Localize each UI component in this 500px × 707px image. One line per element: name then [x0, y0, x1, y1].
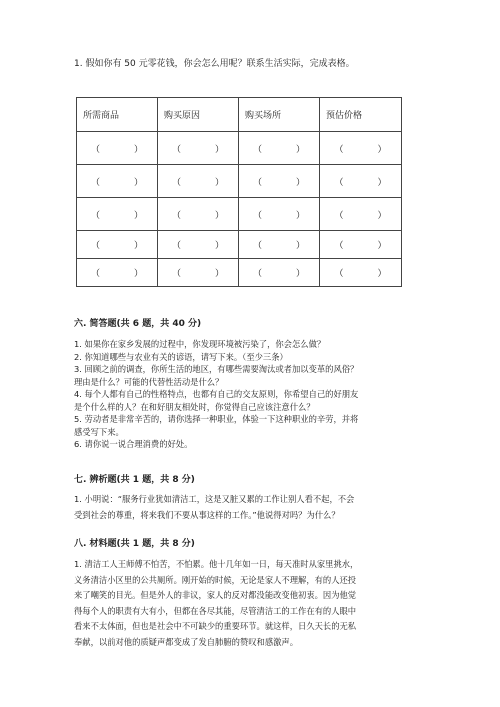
- section-7-question: [74, 492, 424, 523]
- bracket-open: （: [334, 144, 344, 155]
- answer-cell[interactable]: [158, 198, 239, 231]
- answer-cell[interactable]: [158, 132, 239, 165]
- section-8-material: [74, 557, 424, 650]
- bracket-open: （: [91, 144, 101, 155]
- answer-cell[interactable]: [77, 132, 158, 165]
- answer-bracket: [253, 175, 305, 188]
- answer-bracket: [172, 142, 224, 155]
- question-line: 5. 劳动者是非常辛苦的，请你选择一种职业，体验一下这种职业的辛劳，并将: [74, 414, 359, 424]
- answer-cell[interactable]: [239, 231, 320, 259]
- answer-cell[interactable]: [239, 259, 320, 287]
- answer-bracket: [335, 208, 387, 221]
- answer-cell[interactable]: [320, 259, 402, 287]
- bracket-open: （: [172, 269, 182, 279]
- answer-cell[interactable]: [158, 231, 239, 259]
- bracket-open: （: [334, 177, 344, 188]
- header-price: 预估价格: [320, 98, 402, 132]
- answer-bracket: [91, 266, 143, 279]
- material-line: 奉献，以前对他的质疑声都变成了发自肺腑的赞叹和感激声。: [74, 636, 299, 647]
- bracket-close: ）: [377, 177, 387, 188]
- bracket-open: （: [91, 177, 101, 188]
- bracket-close: ）: [295, 144, 305, 155]
- bracket-open: （: [91, 241, 101, 251]
- bracket-open: （: [334, 241, 344, 251]
- answer-cell[interactable]: [239, 198, 320, 231]
- bracket-close: ）: [133, 144, 143, 155]
- question-1-text: 1. 假如你有 50 元零花钱，你会怎么用呢？联系生活实际，完成表格。: [74, 59, 355, 69]
- bracket-open: （: [253, 210, 263, 221]
- header-place: 购买场所: [239, 98, 320, 132]
- answer-cell[interactable]: [158, 165, 239, 198]
- answer-bracket: [172, 238, 224, 251]
- bracket-close: ）: [214, 210, 224, 221]
- bracket-open: （: [253, 177, 263, 188]
- bracket-open: （: [91, 269, 101, 279]
- answer-bracket: [91, 142, 143, 155]
- bracket-open: （: [172, 177, 182, 188]
- material-line: 来了嘲笑的目光。但是外人的非议，家人的反对都没能改变他初衷。因为他觉: [74, 590, 357, 600]
- answer-bracket: [172, 175, 224, 188]
- bracket-close: ）: [295, 210, 305, 221]
- answer-bracket: [253, 142, 305, 155]
- bracket-close: ）: [295, 177, 305, 188]
- bracket-close: ）: [133, 210, 143, 221]
- question-line: 受到社会的尊重，将来我们不要从事这样的工作。”他说得对吗？为什么？: [74, 509, 340, 520]
- bracket-open: （: [253, 241, 263, 251]
- table-row: [77, 198, 402, 231]
- answer-bracket: [253, 238, 305, 251]
- answer-cell[interactable]: [77, 198, 158, 231]
- spending-table: [76, 97, 402, 287]
- bracket-close: ）: [133, 269, 143, 279]
- answer-bracket: [335, 266, 387, 279]
- bracket-open: （: [172, 210, 182, 221]
- table-row: [77, 259, 402, 287]
- bracket-open: （: [91, 210, 101, 221]
- bracket-open: （: [253, 269, 263, 279]
- answer-bracket: [253, 208, 305, 221]
- section-7-title: 七. 辨析题(共 1 题，共 8 分): [74, 475, 195, 485]
- answer-bracket: [172, 208, 224, 221]
- table-row: [77, 231, 402, 259]
- section-6-title: 六. 简答题(共 6 题，共 40 分): [74, 319, 202, 329]
- answer-cell[interactable]: [320, 165, 402, 198]
- section-8-title: 八. 材料题(共 1 题，共 8 分): [74, 539, 195, 549]
- table-header-row: [77, 98, 402, 132]
- table-row: [77, 132, 402, 165]
- answer-bracket: [335, 142, 387, 155]
- question-line: 6. 请你说一说合理消费的好处。: [74, 439, 193, 449]
- answer-bracket: [91, 238, 143, 251]
- question-line: 感受写下来。: [74, 426, 124, 437]
- table-row: [77, 165, 402, 198]
- answer-cell[interactable]: [77, 231, 158, 259]
- question-line: 是个什么样的人？在和好朋友相处时，你觉得自己应该注意什么？: [74, 401, 315, 412]
- material-line: 得每个人的职责有大有小，但都在各尽其能，尽管清洁工的工作在有的人眼中: [74, 605, 357, 616]
- bracket-close: ）: [377, 210, 387, 221]
- bracket-close: ）: [295, 241, 305, 251]
- answer-bracket: [91, 175, 143, 188]
- answer-bracket: [91, 208, 143, 221]
- bracket-close: ）: [295, 269, 305, 279]
- bracket-open: （: [172, 144, 182, 155]
- question-line: 1. 小明说：“服务行业犹如清洁工，这是又脏又累的工作让别人看不起，不会: [74, 494, 355, 504]
- answer-cell[interactable]: [239, 165, 320, 198]
- section-6-questions: [74, 338, 424, 451]
- answer-bracket: [172, 266, 224, 279]
- answer-cell[interactable]: [158, 259, 239, 287]
- header-reason: 购买原因: [158, 98, 239, 132]
- answer-bracket: [335, 238, 387, 251]
- answer-cell[interactable]: [320, 132, 402, 165]
- bracket-open: （: [334, 269, 344, 279]
- question-line: 3. 回顾之前的调查，你所生活的地区，有哪些需要淘汰或者加以变革的风俗？: [74, 364, 359, 374]
- question-line: 理由是什么？可能的代替性活动是什么？: [74, 376, 224, 387]
- bracket-close: ）: [377, 144, 387, 155]
- answer-cell[interactable]: [239, 132, 320, 165]
- material-line: 看来不太体面，但也是社会中不可缺少的重要环节。就这样，日久天长的无私: [74, 621, 357, 631]
- answer-bracket: [335, 175, 387, 188]
- material-line: 义务清洁小区里的公共厕所。刚开始的时候，无论是家人不理解，有的人还投: [74, 574, 357, 585]
- bracket-close: ）: [214, 177, 224, 188]
- question-line: 1. 如果你在家乡发展的过程中，你发现环境被污染了，你会怎么做？: [74, 339, 326, 349]
- answer-cell[interactable]: [77, 259, 158, 287]
- bracket-close: ）: [133, 177, 143, 188]
- answer-cell[interactable]: [77, 165, 158, 198]
- answer-cell[interactable]: [320, 198, 402, 231]
- bracket-open: （: [334, 210, 344, 221]
- bracket-close: ）: [214, 144, 224, 155]
- question-line: 2. 你知道哪些与农业有关的谚语，请写下来。（至少三条）: [74, 351, 288, 362]
- bracket-close: ）: [377, 269, 387, 279]
- bracket-open: （: [253, 144, 263, 155]
- bracket-open: （: [172, 241, 182, 251]
- bracket-close: ）: [377, 241, 387, 251]
- header-goods: 所需商品: [77, 98, 158, 132]
- material-line: 1. 清洁工人王师傅不怕苦，不怕累。他十几年如一日，每天准时从家里挑水，: [74, 559, 359, 569]
- bracket-close: ）: [214, 241, 224, 251]
- question-line: 4. 每个人都有自己的性格特点，也都有自己的交友原则，你希望自己的好朋友: [74, 389, 359, 399]
- answer-cell[interactable]: [320, 231, 402, 259]
- bracket-close: ）: [214, 269, 224, 279]
- answer-bracket: [253, 266, 305, 279]
- bracket-close: ）: [133, 241, 143, 251]
